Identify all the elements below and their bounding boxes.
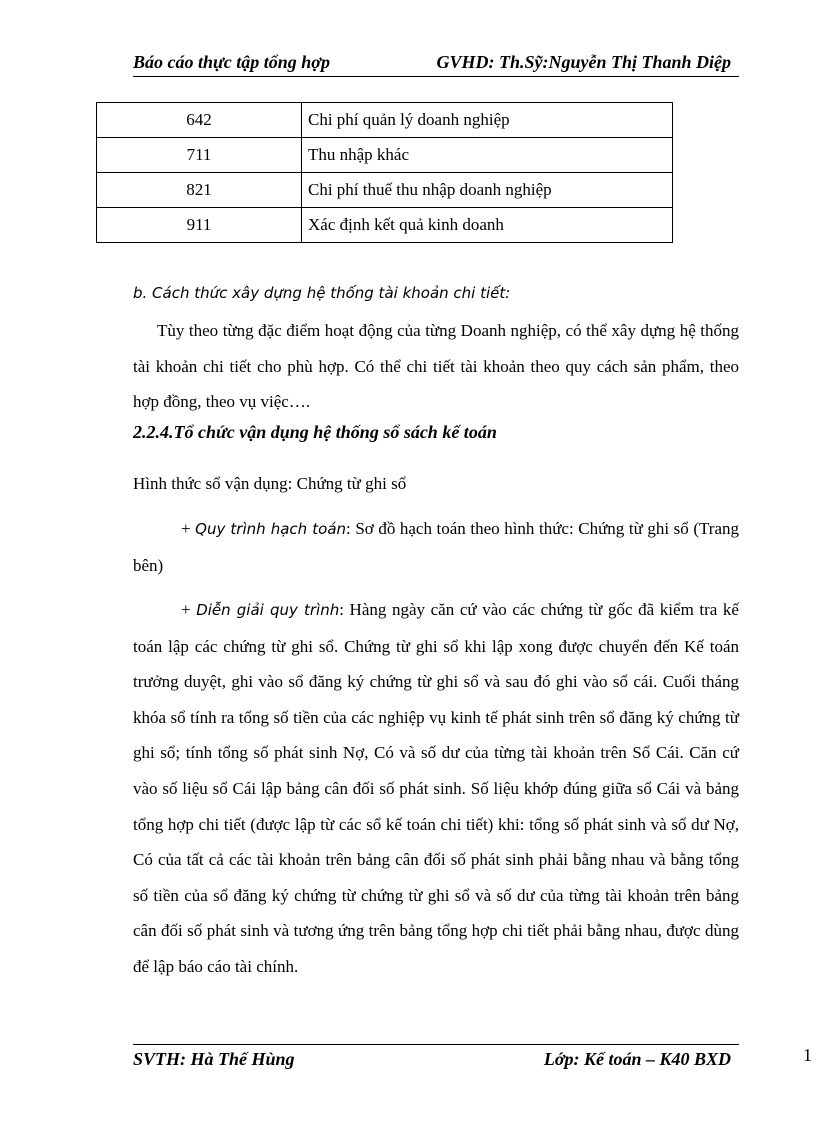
accounts-table [96, 102, 673, 243]
table-row [97, 103, 673, 138]
account-code: 642 [97, 103, 302, 138]
bookkeeping-form-line: Hình thức sổ vận dụng: Chứng từ ghi sổ [133, 474, 407, 493]
account-code: 911 [97, 208, 302, 243]
explanation-text: : Hàng ngày căn cứ vào các chứng từ gốc đã kiểm tra kế toán lập các chứng từ ghi sổ. Chứng từ ghi sổ khi lập xong được chuyển đến Kế toán trưởng duyệt, ghi vào sổ đăng ký chứng từ ghi sổ và sau đó ghi vào sổ cái. Cuối tháng khóa sổ tính ra tổng số tiền của các nghiệp vụ kinh tế phát sinh trên sổ đăng ký chứng từ ghi sổ; tính tổng số phát sinh Nợ, Có và số dư của từng tài khoản trên Sổ Cái. Căn cứ vào số liệu sổ Cái lập bảng cân đối số phát sinh. Số liệu khớp đúng giữa sổ Cái và bảng tổng hợp chi tiết (được lập từ các sổ kế toán chi tiết) khi: tổng số phát sinh và số dư Nợ, Có của tất cả các tài khoản trên bảng cân đối số phát sinh phải bằng nhau và bằng tổng số tiền của sổ đăng ký chứng từ chứng từ ghi sổ và số dư của từng tài khoản trên bảng cân đối số phát sinh và tương ứng trên bảng tổng hợp chi tiết phải bằng nhau, được dùng để lập báo cáo tài chính. [133, 600, 739, 976]
paragraph-detail-accounts: Tùy theo từng đặc điểm hoạt động của từng Doanh nghiệp, có thể xây dựng hệ thống tài khoản chi tiết cho phù hợp. Có thể chi tiết tài khoản theo quy cách sản phẩm, theo hợp đồng, theo vụ việc…. [133, 321, 739, 412]
page-header [133, 50, 739, 77]
account-code: 711 [97, 138, 302, 173]
process-text: : Sơ đồ hạch toán theo hình thức: Chứng từ ghi sổ (Trang bên) [133, 519, 739, 575]
table-row [97, 138, 673, 173]
header-supervisor: GVHD: Th.Sỹ:Nguyễn Thị Thanh Diệp [436, 52, 731, 72]
plus-prefix: + [181, 519, 196, 538]
account-name: Chi phí thuế thu nhập doanh nghiệp [302, 173, 673, 208]
account-code: 821 [97, 173, 302, 208]
page-footer [133, 1044, 739, 1077]
footer-class: Lớp: Kế toán – K40 BXD [543, 1049, 731, 1069]
plus-prefix: + [181, 600, 197, 619]
process-label: Quy trình hạch toán [195, 520, 347, 538]
section-b-title: b. Cách thức xây dựng hệ thống tài khoản chi tiết: [133, 284, 511, 302]
account-name: Thu nhập khác [302, 138, 673, 173]
accounting-process-paragraph [133, 511, 739, 583]
account-name: Chi phí quản lý doanh nghiệp [302, 103, 673, 138]
header-report-title: Báo cáo thực tập tổng hợp [133, 52, 330, 72]
section-heading-2-2-4: 2.2.4.Tổ chức vận dụng hệ thống sổ sách kế toán [133, 422, 497, 442]
process-explanation-paragraph [133, 592, 739, 985]
explanation-label: Diễn giải quy trình [196, 601, 340, 619]
table-row [97, 208, 673, 243]
table-row [97, 173, 673, 208]
account-name: Xác định kết quả kinh doanh [302, 208, 673, 243]
page-number: 1 [803, 1045, 812, 1065]
footer-student: SVTH: Hà Thế Hùng [133, 1049, 295, 1069]
